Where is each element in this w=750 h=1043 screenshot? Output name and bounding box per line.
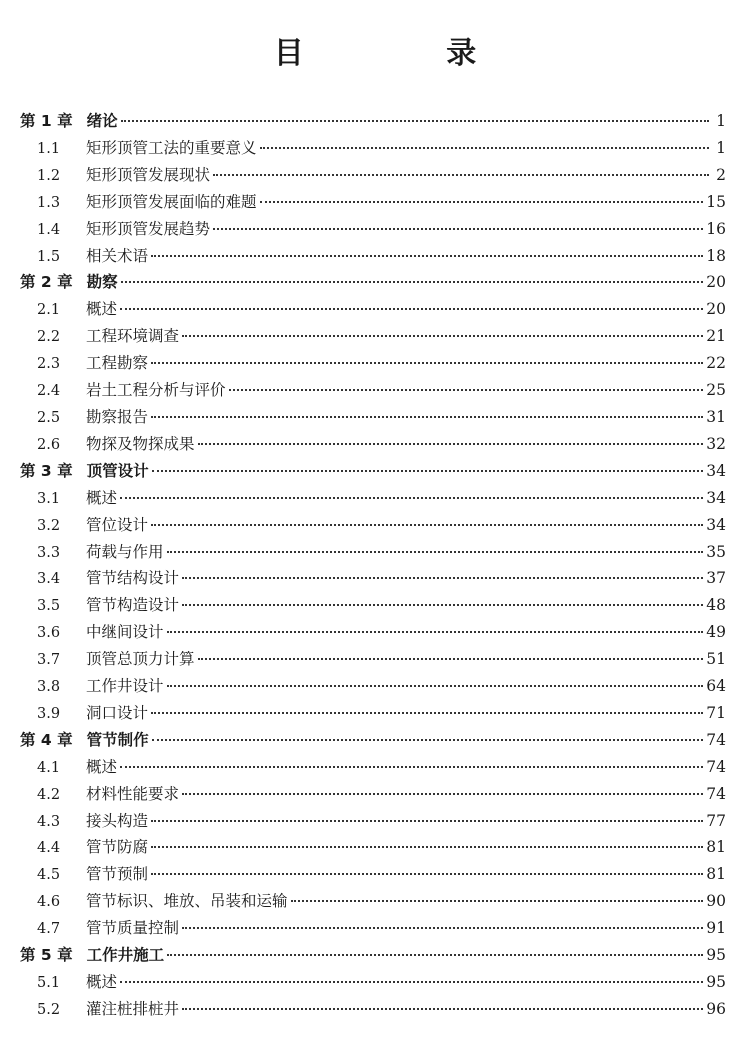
section-number: 3.9 bbox=[37, 705, 61, 722]
dot-leader bbox=[213, 228, 703, 230]
section-title: 顶管总顶力计算 bbox=[86, 650, 195, 669]
page-number: 48 bbox=[706, 596, 726, 615]
dot-leader bbox=[167, 685, 704, 687]
toc-chapter-row[interactable] bbox=[20, 269, 726, 296]
dot-leader bbox=[198, 658, 704, 660]
toc-section-row[interactable] bbox=[20, 216, 726, 243]
dot-leader bbox=[151, 846, 703, 848]
section-title: 概述 bbox=[86, 300, 118, 319]
section-number: 4.6 bbox=[37, 894, 61, 911]
dot-leader bbox=[120, 497, 703, 499]
dot-leader bbox=[151, 255, 703, 257]
page-number: 16 bbox=[706, 219, 726, 238]
section-number: 1.2 bbox=[37, 167, 61, 184]
section-number: 4.3 bbox=[37, 813, 61, 830]
dot-leader bbox=[291, 900, 704, 902]
dot-leader bbox=[120, 981, 703, 983]
page-number: 71 bbox=[706, 703, 726, 722]
section-number: 1.3 bbox=[37, 194, 61, 211]
dot-leader bbox=[151, 524, 703, 526]
dot-leader bbox=[151, 416, 703, 418]
page-number: 34 bbox=[706, 461, 726, 480]
page-number: 77 bbox=[706, 811, 726, 830]
toc-chapter-row[interactable] bbox=[20, 727, 726, 754]
toc-section-row[interactable] bbox=[20, 861, 726, 888]
section-number: 1.5 bbox=[37, 248, 61, 265]
toc-chapter-row[interactable] bbox=[20, 458, 726, 485]
dot-leader bbox=[151, 712, 703, 714]
toc-section-row[interactable] bbox=[20, 754, 726, 781]
page-number: 18 bbox=[706, 246, 726, 265]
section-number: 1.1 bbox=[37, 140, 61, 157]
page-number: 74 bbox=[706, 757, 726, 776]
toc-chapter-row[interactable] bbox=[20, 108, 726, 135]
section-number: 2.4 bbox=[37, 383, 61, 400]
dot-leader bbox=[151, 820, 703, 822]
dot-leader bbox=[120, 766, 703, 768]
page-number: 20 bbox=[706, 300, 726, 319]
chapter-title: 绪论 bbox=[86, 112, 118, 130]
toc-section-row[interactable] bbox=[20, 834, 726, 861]
page-number: 32 bbox=[706, 434, 726, 453]
dot-leader bbox=[121, 281, 704, 283]
section-title: 相关术语 bbox=[86, 246, 149, 265]
toc-section-row[interactable] bbox=[20, 135, 726, 162]
section-title: 矩形顶管工法的重要意义 bbox=[86, 138, 257, 157]
page-number: 91 bbox=[706, 919, 726, 938]
section-title: 灌注桩排桩井 bbox=[86, 999, 180, 1018]
section-title: 矩形顶管发展现状 bbox=[86, 165, 211, 184]
toc-section-row[interactable] bbox=[20, 781, 726, 808]
toc-chapter-row[interactable] bbox=[20, 942, 726, 969]
toc-section-row[interactable] bbox=[20, 673, 726, 700]
toc-section-row[interactable] bbox=[20, 350, 726, 377]
section-number: 5.1 bbox=[37, 975, 61, 991]
toc-section-row[interactable] bbox=[20, 189, 726, 216]
section-title: 管节质量控制 bbox=[86, 919, 180, 938]
section-title: 荷载与作用 bbox=[86, 542, 164, 561]
section-title: 矩形顶管发展趋势 bbox=[86, 219, 211, 238]
chapter-title: 工作井施工 bbox=[86, 946, 165, 965]
page-number: 25 bbox=[706, 381, 726, 400]
chapter-number: 第 1 章 bbox=[20, 112, 73, 130]
toc-section-row[interactable] bbox=[20, 969, 726, 996]
page-number: 20 bbox=[706, 273, 726, 292]
section-title: 中继间设计 bbox=[86, 623, 164, 642]
page-title: 目 录 bbox=[273, 36, 543, 71]
page-number: 74 bbox=[706, 730, 726, 749]
toc-section-row[interactable] bbox=[20, 243, 726, 270]
page-number: 95 bbox=[706, 973, 726, 991]
dot-leader bbox=[151, 873, 703, 875]
section-number: 1.4 bbox=[37, 221, 61, 238]
dot-leader bbox=[152, 470, 704, 472]
dot-leader bbox=[182, 335, 703, 337]
section-number: 2.5 bbox=[37, 409, 61, 426]
section-number: 3.2 bbox=[37, 517, 61, 534]
chapter-number: 第 4 章 bbox=[20, 730, 73, 749]
section-title: 管节标识、堆放、吊装和运输 bbox=[86, 892, 288, 911]
page-number: 34 bbox=[706, 515, 726, 534]
toc-section-row[interactable] bbox=[20, 808, 726, 835]
section-number: 3.4 bbox=[37, 571, 61, 588]
section-title: 工程勘察 bbox=[86, 354, 149, 373]
section-title: 物探及物探成果 bbox=[86, 434, 195, 453]
section-title: 工作井设计 bbox=[86, 677, 164, 696]
toc-section-row[interactable] bbox=[20, 162, 726, 189]
chapter-title: 勘察 bbox=[86, 273, 118, 292]
section-title: 材料性能要求 bbox=[86, 784, 180, 803]
chapter-number: 第 3 章 bbox=[20, 461, 73, 480]
page-number: 21 bbox=[706, 327, 726, 346]
page-number: 34 bbox=[706, 488, 726, 507]
section-number: 2.3 bbox=[37, 356, 61, 373]
section-title: 洞口设计 bbox=[86, 703, 149, 722]
section-title: 管位设计 bbox=[86, 515, 149, 534]
chapter-title: 管节制作 bbox=[86, 730, 149, 749]
section-number: 3.1 bbox=[37, 490, 61, 507]
page-number: 95 bbox=[706, 946, 726, 965]
section-title: 概述 bbox=[86, 973, 118, 991]
table-of-contents bbox=[20, 108, 726, 1023]
page-number: 35 bbox=[706, 542, 726, 561]
dot-leader bbox=[167, 631, 704, 633]
page-number: 51 bbox=[706, 650, 726, 669]
toc-section-row[interactable] bbox=[20, 565, 726, 592]
section-number: 4.4 bbox=[37, 840, 61, 857]
page-number: 31 bbox=[706, 407, 726, 426]
page-number: 81 bbox=[706, 865, 726, 884]
toc-section-row[interactable] bbox=[20, 915, 726, 942]
section-number: 4.7 bbox=[37, 921, 61, 938]
dot-leader bbox=[213, 174, 709, 176]
dot-leader bbox=[152, 739, 704, 741]
page-number: 64 bbox=[706, 677, 726, 696]
section-number: 3.6 bbox=[37, 625, 61, 642]
page-number: 96 bbox=[706, 999, 726, 1018]
toc-section-row[interactable] bbox=[20, 404, 726, 431]
dot-leader bbox=[182, 1008, 703, 1010]
toc-section-row[interactable] bbox=[20, 619, 726, 646]
toc-section-row[interactable] bbox=[20, 512, 726, 539]
page-number: 1 bbox=[716, 112, 726, 130]
dot-leader bbox=[198, 443, 704, 445]
section-number: 2.2 bbox=[37, 329, 61, 346]
section-title: 管节防腐 bbox=[86, 838, 149, 857]
dot-leader bbox=[167, 954, 703, 956]
section-title: 矩形顶管发展面临的难题 bbox=[86, 192, 257, 211]
chapter-title: 顶管设计 bbox=[86, 461, 149, 480]
page-number: 15 bbox=[706, 192, 726, 211]
section-number: 4.5 bbox=[37, 867, 61, 884]
chapter-number: 第 2 章 bbox=[20, 273, 73, 292]
toc-section-row[interactable] bbox=[20, 485, 726, 512]
toc-section-row[interactable] bbox=[20, 700, 726, 727]
toc-section-row[interactable] bbox=[20, 996, 726, 1023]
toc-section-row[interactable] bbox=[20, 592, 726, 619]
dot-leader bbox=[260, 201, 704, 203]
toc-section-row[interactable] bbox=[20, 377, 726, 404]
page-number: 37 bbox=[706, 569, 726, 588]
page-number: 2 bbox=[716, 165, 726, 184]
dot-leader bbox=[182, 577, 703, 579]
dot-leader bbox=[182, 927, 703, 929]
toc-section-row[interactable] bbox=[20, 431, 726, 458]
section-title: 概述 bbox=[86, 757, 118, 776]
section-title: 岩土工程分析与评价 bbox=[86, 381, 226, 400]
page-number: 81 bbox=[706, 838, 726, 857]
section-number: 2.6 bbox=[37, 436, 61, 453]
toc-section-row[interactable] bbox=[20, 323, 726, 350]
section-title: 管节结构设计 bbox=[86, 569, 180, 588]
dot-leader bbox=[182, 604, 703, 606]
page-number: 74 bbox=[706, 784, 726, 803]
page-number: 90 bbox=[706, 892, 726, 911]
section-number: 4.1 bbox=[37, 759, 61, 776]
section-number: 3.8 bbox=[37, 679, 61, 696]
section-number: 4.2 bbox=[37, 786, 61, 803]
section-title: 勘察报告 bbox=[86, 407, 149, 426]
dot-leader bbox=[120, 308, 703, 310]
section-title: 接头构造 bbox=[86, 811, 149, 830]
section-title: 工程环境调查 bbox=[86, 327, 180, 346]
toc-section-row[interactable] bbox=[20, 646, 726, 673]
section-number: 3.3 bbox=[37, 544, 61, 561]
toc-section-row[interactable] bbox=[20, 296, 726, 323]
toc-section-row[interactable] bbox=[20, 539, 726, 566]
section-title: 概述 bbox=[86, 488, 118, 507]
page-number: 22 bbox=[706, 354, 726, 373]
page-number: 49 bbox=[706, 623, 726, 642]
section-number: 2.1 bbox=[37, 302, 61, 319]
section-number: 3.7 bbox=[37, 652, 61, 669]
dot-leader bbox=[151, 362, 703, 364]
dot-leader bbox=[229, 389, 704, 391]
dot-leader bbox=[121, 120, 709, 122]
section-title: 管节构造设计 bbox=[86, 596, 180, 615]
toc-section-row[interactable] bbox=[20, 888, 726, 915]
section-number: 5.2 bbox=[37, 1001, 61, 1018]
dot-leader bbox=[182, 793, 703, 795]
page-number: 1 bbox=[716, 138, 726, 157]
dot-leader bbox=[167, 551, 704, 553]
chapter-number: 第 5 章 bbox=[20, 946, 73, 965]
section-title: 管节预制 bbox=[86, 865, 149, 884]
section-number: 3.5 bbox=[37, 598, 61, 615]
dot-leader bbox=[260, 147, 709, 149]
